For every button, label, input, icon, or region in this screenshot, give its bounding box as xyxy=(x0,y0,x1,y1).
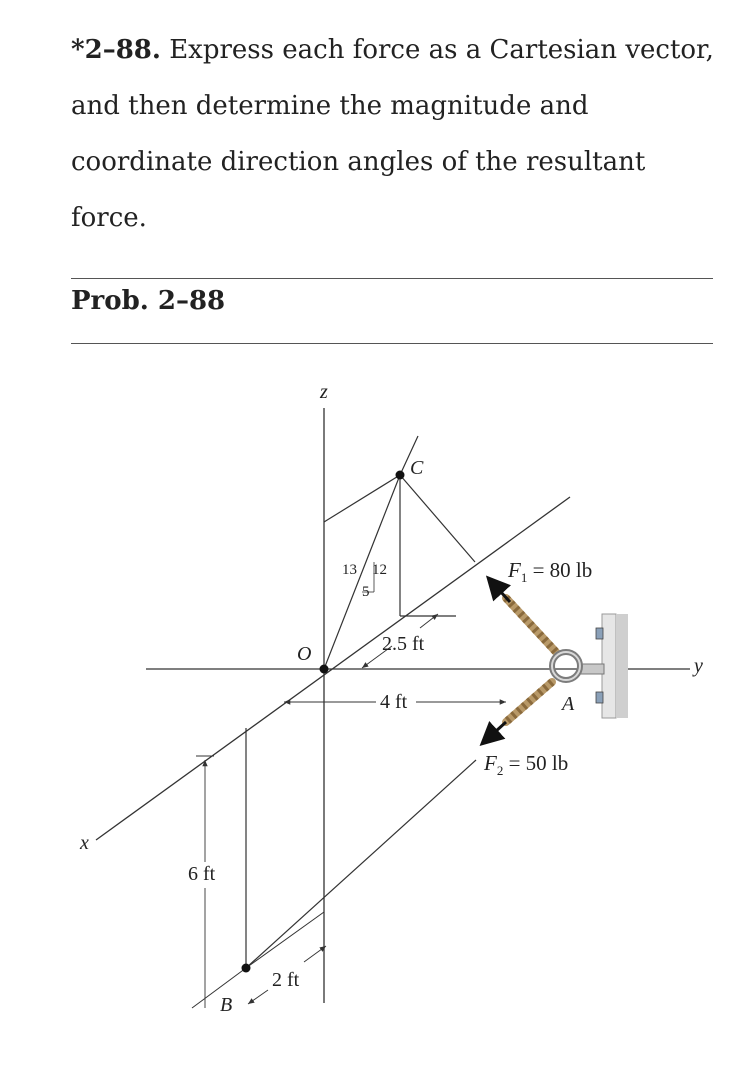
problem-text: Express each force as a Cartesian vector, and then determine the magnitude and coordinate direction angles of the resultant force. xyxy=(71,35,714,233)
point-o-dot xyxy=(320,665,329,674)
bolt-top xyxy=(596,628,603,639)
f2-rope-twist xyxy=(506,682,552,722)
f2-arrow xyxy=(484,722,506,742)
f2-symbol: F xyxy=(484,751,497,775)
point-c-dot xyxy=(396,471,405,480)
eye-ring-highlight xyxy=(552,652,580,680)
dim-label-2ft: 2 ft xyxy=(272,969,300,991)
dim-label-2-5ft: 2.5 ft xyxy=(382,633,425,655)
f1-value: = 80 lb xyxy=(527,558,593,582)
f1-symbol: F xyxy=(508,558,521,582)
point-b-dot xyxy=(242,964,251,973)
f2-label xyxy=(483,751,568,778)
f2-subscript: 2 xyxy=(496,763,504,778)
dim-label-4ft: 4 ft xyxy=(380,691,408,713)
axis-label-z: z xyxy=(320,381,328,403)
f1-line-of-action xyxy=(400,475,475,562)
f1-subscript: 1 xyxy=(520,570,528,585)
point-label-o: O xyxy=(297,643,312,665)
point-label-b: B xyxy=(220,994,233,1016)
figure-caption: Prob. 2–88 xyxy=(71,286,226,316)
point-label-c: C xyxy=(410,457,424,479)
b-extension xyxy=(192,968,246,1008)
dim-2ft-line-left xyxy=(248,990,268,1004)
f1-label xyxy=(507,558,592,585)
wall-shadow xyxy=(616,614,628,718)
f2-line-of-action xyxy=(246,760,476,968)
slope-label-12: 12 xyxy=(372,562,387,578)
bolt-bottom xyxy=(596,692,603,703)
f2-value: = 50 lb xyxy=(503,751,569,775)
slope-label-13: 13 xyxy=(342,562,357,578)
axis-label-x: x xyxy=(80,832,89,854)
point-label-a: A xyxy=(562,693,575,715)
axis-label-y: y xyxy=(694,655,703,677)
problem-number: *2–88. xyxy=(71,35,161,65)
f1-arrow xyxy=(490,580,510,602)
b-parallel-x xyxy=(246,912,324,968)
dim-2ft-line-right xyxy=(304,946,326,962)
slope-label-5: 5 xyxy=(362,584,370,600)
bracket-stem xyxy=(580,664,604,674)
c-box-top xyxy=(324,475,400,522)
dim-label-6ft: 6 ft xyxy=(188,863,216,885)
